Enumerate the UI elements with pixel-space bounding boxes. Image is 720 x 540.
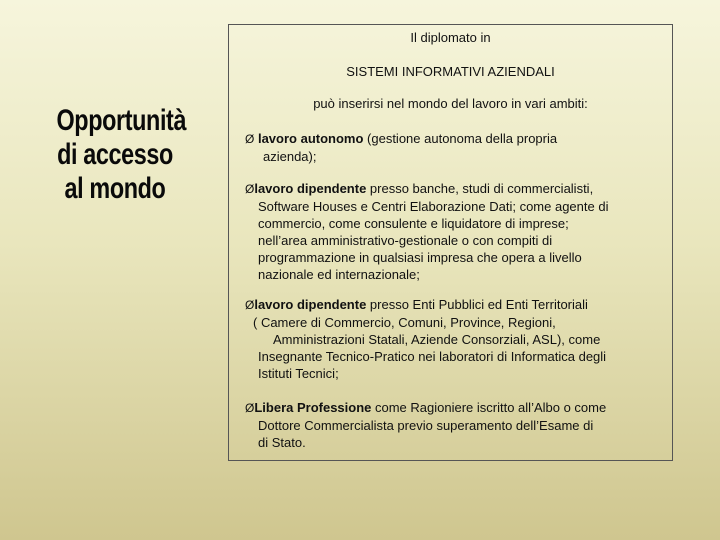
arrow-bullet-icon: Ø (245, 132, 255, 146)
item-text: azienda); (263, 149, 317, 164)
arrow-bullet-icon: Ø (245, 401, 255, 415)
list-item (245, 180, 655, 283)
slide-title-line-1: Opportunità (56, 104, 187, 137)
content-box (228, 24, 673, 461)
item-text: ( Camere di Commercio, Comuni, Province, Regioni, (253, 315, 556, 330)
arrow-bullet-icon: Ø (245, 298, 255, 312)
item-text: Amministrazioni Statali, Aziende Consorziali, ASL), come (273, 332, 601, 347)
item-keyword: lavoro dipendente (254, 181, 367, 196)
arrow-bullet-icon: Ø (245, 182, 255, 196)
list-item (245, 296, 655, 382)
item-keyword: lavoro autonomo (257, 131, 364, 146)
heading-course-name: SISTEMI INFORMATIVI AZIENDALI (346, 64, 555, 79)
item-text: Insegnante Tecnico-Pratico nei laboratori di Informatica degli (258, 349, 607, 364)
item-text: (gestione autonoma della propria (363, 131, 558, 146)
item-text: presso Enti Pubblici ed Enti Territoriali (366, 297, 588, 312)
item-keyword: Libera Professione (254, 400, 372, 415)
item-text: come Ragioniere iscritto all’Albo o come (371, 400, 607, 415)
item-text: nazionale ed internazionale; (258, 267, 420, 282)
heading-subtitle: può inserirsi nel mondo del lavoro in vari ambiti: (313, 96, 588, 111)
item-text: Software Houses e Centri Elaborazione Dati; come agente di (258, 199, 609, 214)
item-keyword: lavoro dipendente (254, 297, 367, 312)
list-item (245, 399, 655, 451)
item-text: commercio, come consulente e liquidatore di imprese; (258, 216, 569, 231)
item-text: Dottore Commercialista previo superamento dell’Esame di (258, 418, 594, 433)
item-text: nell’area amministrativo-gestionale o con compiti di (258, 233, 553, 248)
heading-intro: Il diplomato in (410, 30, 491, 45)
item-text: presso banche, studi di commercialisti, (366, 181, 594, 196)
slide-title-line-3: al mondo (64, 172, 166, 205)
slide-title (56, 104, 187, 206)
item-text: di Stato. (258, 435, 306, 450)
list-item (245, 130, 655, 165)
item-text: programmazione in qualsiasi impresa che opera a livello (258, 250, 582, 265)
slide-title-line-2: di accesso (57, 138, 173, 171)
item-text: Istituti Tecnici; (258, 366, 339, 381)
